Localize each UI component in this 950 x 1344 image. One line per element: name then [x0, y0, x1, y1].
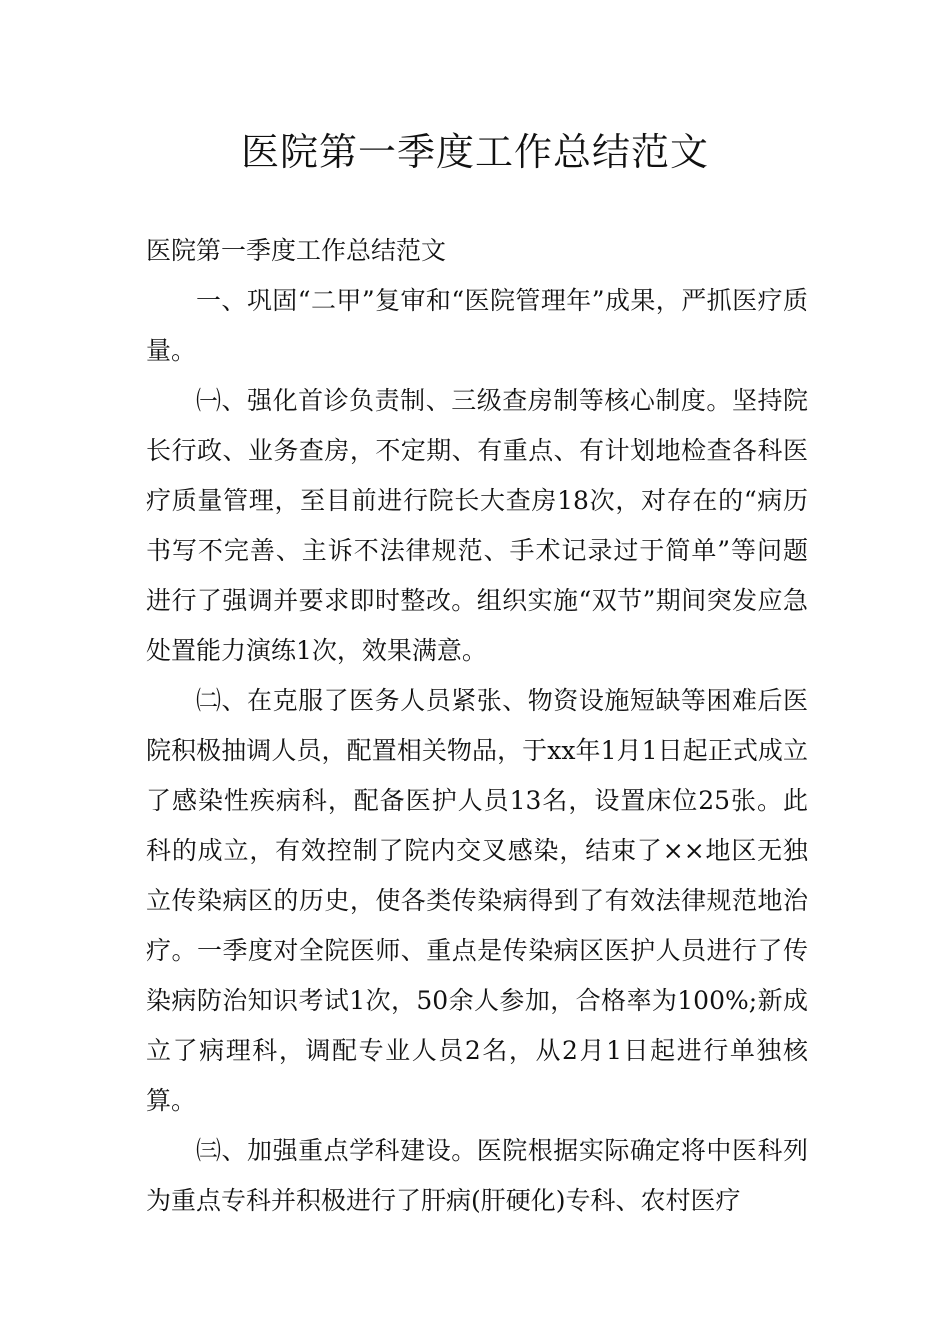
subtitle-line: 医院第一季度工作总结范文 [146, 236, 447, 265]
paragraph: ㈢、加强重点学科建设。医院根据实际确定将中医科列为重点专科并积极进行了肝病(肝硬化)专科、农村医疗 [146, 1136, 808, 1215]
document-title: 医院第一季度工作总结范文 [240, 130, 709, 174]
paragraph: 一、巩固“二甲”复审和“医院管理年”成果，严抓医疗质量。 [146, 286, 808, 365]
paragraph: ㈡、在克服了医务人员紧张、物资设施短缺等困难后医院积极抽调人员，配置相关物品，于xx年1月1日起正式成立了感染性疾病科，配备医护人员13名，设置床位25张。此科的成立，有效控制了院内交叉感染，结束了××地区无独立传染病区的历史，使各类传染病得到了有效法律规范地治疗。一季度对全院医师、重点是传染病区医护人员进行了传染病防治知识考试1次，50余人参加，合格率为100%;新成立了病理科，调配专业人员2名，从2月1日起进行单独核算。 [146, 686, 808, 1115]
paragraph: ㈠、强化首诊负责制、三级查房制等核心制度。坚持院长行政、业务查房，不定期、有重点、有计划地检查各科医疗质量管理，至目前进行院长大查房18次，对存在的“病历书写不完善、主诉不法律规范、手术记录过于简单”等问题进行了强调并要求即时整改。组织实施“双节”期间突发应急处置能力演练1次，效果满意。 [146, 386, 808, 665]
document-body [146, 226, 808, 1226]
